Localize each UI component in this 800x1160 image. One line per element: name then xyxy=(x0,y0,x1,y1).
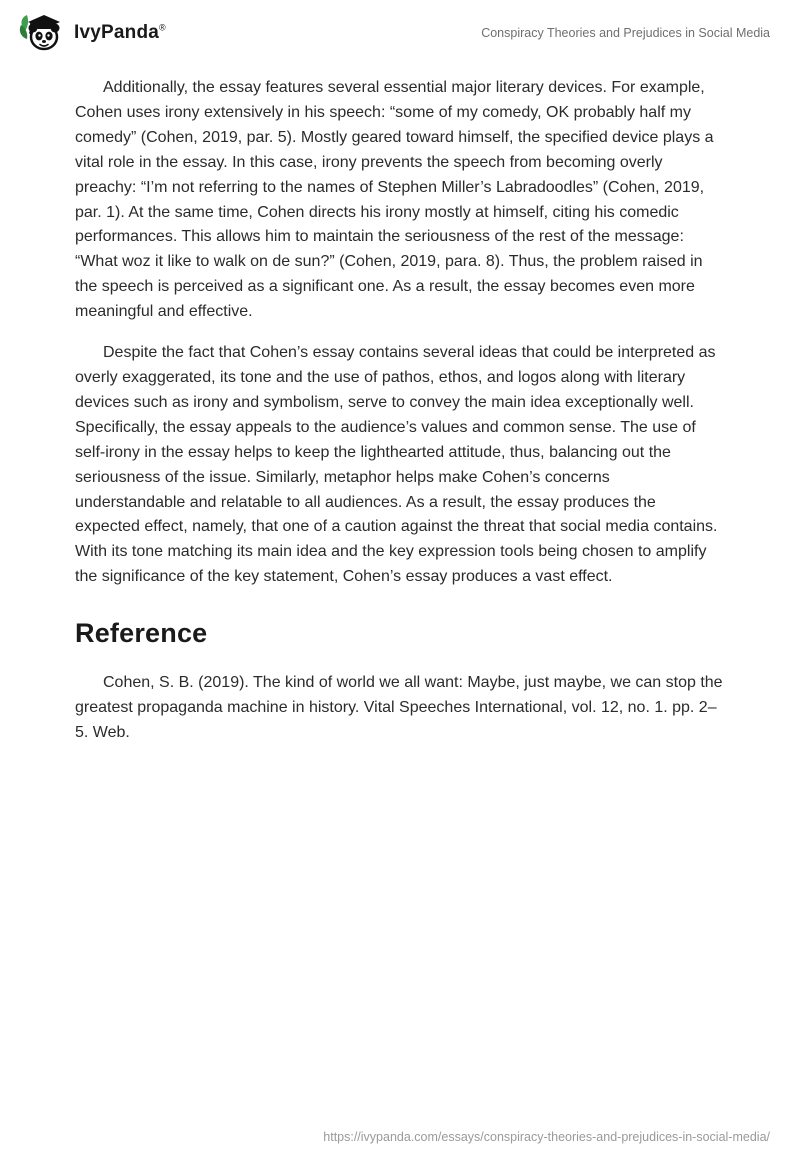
page-header xyxy=(0,0,800,62)
ivypanda-panda-logo-icon xyxy=(18,9,66,57)
source-url: https://ivypanda.com/essays/conspiracy-theories-and-prejudices-in-social-media/ xyxy=(323,1130,770,1144)
essay-paragraph: Additionally, the essay features several essential major literary devices. For example, Cohen uses irony extensively in his speech: “some of my comedy, OK probably half my comedy” (Cohen, 2019, par. 5). Mostly geared toward himself, the specified device plays a vital role in the essay. In this case, irony prevents the speech from becoming overly preachy: “I’m not referring to the names of Stephen Miller’s Labradoodles” (Cohen, 2019, par. 1). At the same time, Cohen directs his irony mostly at himself, citing his comedic performances. This allows him to maintain the seriousness of the rest of the message: “What woz it like to walk on de sun?” (Cohen, 2019, para. 8). Thus, the problem raised in the speech is perceived as a significant one. As a result, the essay becomes even more meaningful and effective. xyxy=(75,79,714,321)
brand-name: IvyPanda® xyxy=(74,22,166,43)
essay-content xyxy=(0,62,800,746)
document-title: Conspiracy Theories and Prejudices in Social Media xyxy=(481,26,770,40)
registered-mark: ® xyxy=(159,22,166,33)
reference-entry: Cohen, S. B. (2019). The kind of world we all want: Maybe, just maybe, we can stop the greatest propaganda machine in history. Vital Speeches International, vol. 12, no. 1. pp. 2–5. Web. xyxy=(75,674,723,741)
brand-logo xyxy=(18,9,166,57)
essay-paragraph: Despite the fact that Cohen’s essay contains several ideas that could be interpreted as overly exaggerated, its tone and the use of pathos, ethos, and logos along with literary devices such as irony and symbolism, serve to convey the main idea exceptionally well. Specifically, the essay appeals to the audience’s values and common sense. The use of self-irony in the essay helps to keep the lighthearted attitude, thus, balancing out the seriousness of the issue. Similarly, metaphor helps make Cohen’s concerns understandable and relatable to all audiences. As a result, the essay produces the expected effect, namely, that one of a caution against the threat that social media contains. With its tone matching its main idea and the key expression tools being chosen to amplify the significance of the key statement, Cohen’s essay produces a vast effect. xyxy=(75,344,718,586)
reference-heading: Reference xyxy=(75,618,208,649)
